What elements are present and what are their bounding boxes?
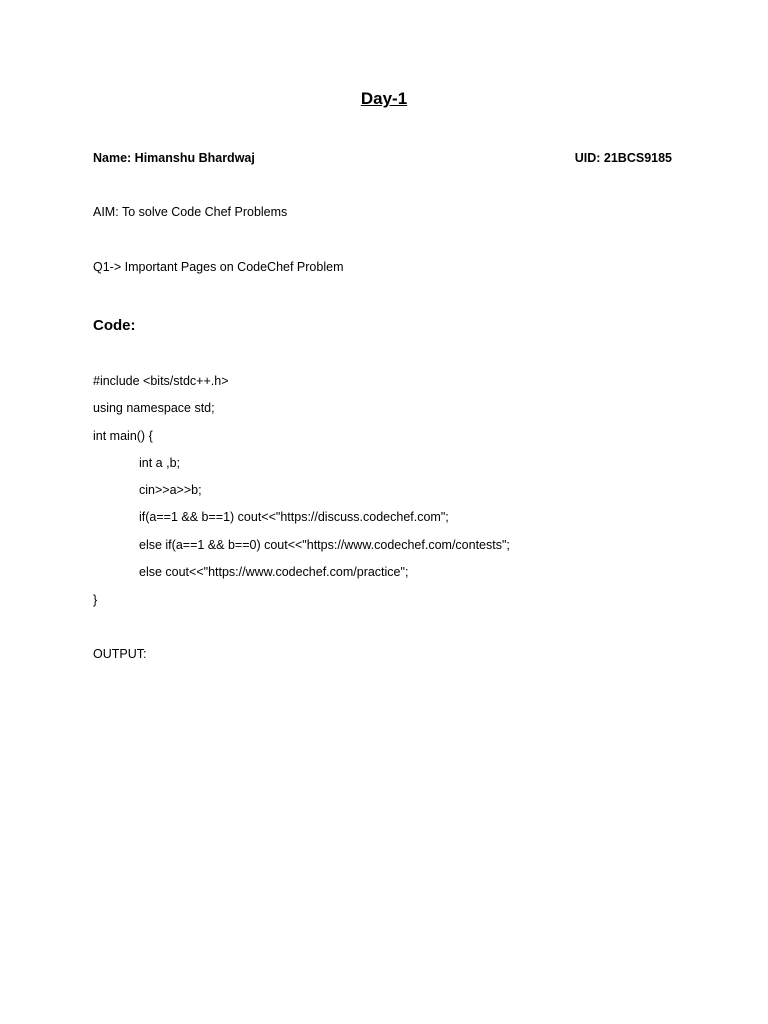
code-line: cin>>a>>b; — [139, 483, 202, 497]
code-line: int main() { — [93, 429, 153, 443]
code-heading: Code: — [93, 317, 136, 334]
student-uid: UID: 21BCS9185 — [574, 151, 672, 165]
code-line: using namespace std; — [93, 401, 215, 415]
code-line: if(a==1 && b==1) cout<<"https://discuss.codechef.com"; — [139, 510, 449, 524]
code-line: } — [93, 593, 98, 607]
code-line: #include <bits/stdc++.h> — [93, 374, 229, 388]
question-text: Q1-> Important Pages on CodeChef Problem — [93, 260, 344, 274]
code-line: int a ,b; — [139, 456, 180, 470]
code-line: else cout<<"https://www.codechef.com/practice"; — [139, 565, 409, 579]
document-title: Day-1 — [360, 89, 408, 108]
student-name: Name: Himanshu Bhardwaj — [93, 151, 255, 165]
aim-text: AIM: To solve Code Chef Problems — [93, 205, 288, 219]
output-label: OUTPUT: — [93, 647, 147, 661]
code-line: else if(a==1 && b==0) cout<<"https://www.codechef.com/contests"; — [139, 538, 510, 552]
